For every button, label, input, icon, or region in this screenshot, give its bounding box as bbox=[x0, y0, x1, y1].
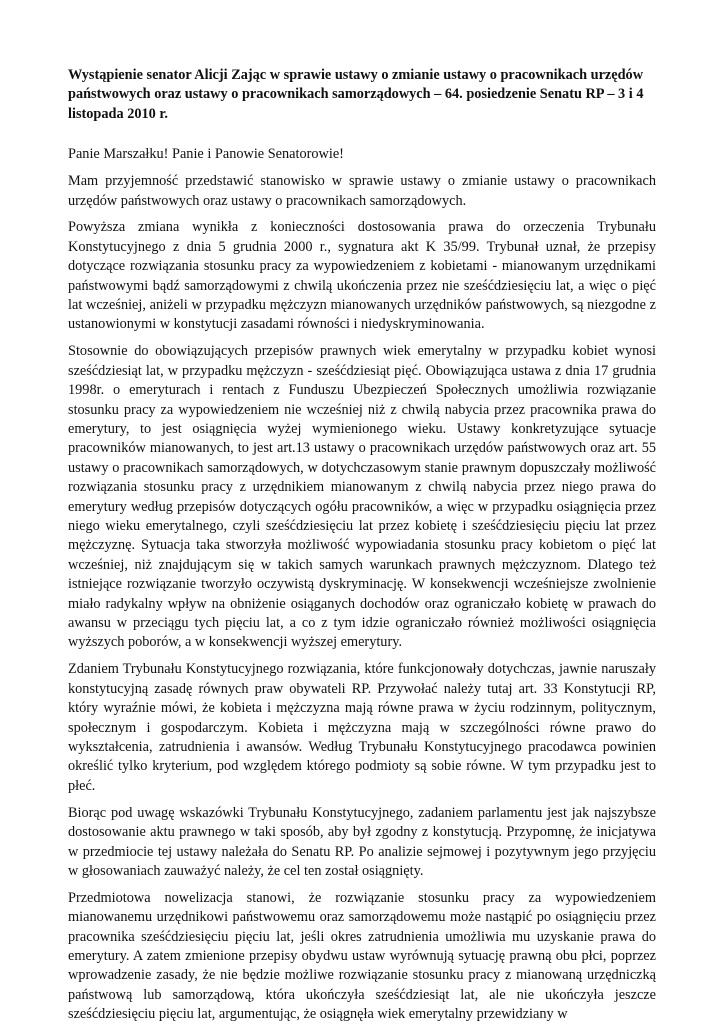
paragraph-tribunal-ruling: Powyższa zmiana wynikła z konieczności dostosowania prawa do orzeczenia Trybunału Konstytucyjnego z dnia 5 grudnia 2000 r., sygnatura akt K 35/99. Trybunał uznał, że przepisy dotyczące rozwiązania stosunku pracy za wypowiedzeniem z kobietami - mianowanym urzędnikami państwowymi bądź samorządowymi z chwilą ukończenia przez nie sześćdziesięciu lat, a więc o pięć lat wcześniej, aniżeli w przypadku mężczyzn mianowanych urzędników państwowych, są niezgodne z ustanowionymi w konstytucji zasadami równości i niedyskryminowania. bbox=[68, 219, 656, 333]
document-page bbox=[68, 66, 656, 1032]
paragraph-constitution: Zdaniem Trybunału Konstytucyjnego rozwiązania, które funkcjonowały dotychczas, jawnie naruszały konstytucyjną zasadę równych praw obywateli RP. Przywołać należy tutaj art. 33 Konstytucji RP, który wyraźnie mówi, że kobieta i mężczyzna mają równe prawa w życiu rodzinnym, politycznym, społecznym i gospodarczym. Kobieta i mężczyzna mają w szczególności równe prawo do wykształcenia, zatrudnienia i awansów. Według Trybunału Konstytucyjnego pracodawca powinien określić tylko kryterium, pod względem którego podmioty są sobie równe. W tym przypadku jest to płeć. bbox=[68, 661, 656, 794]
paragraph-parliament-task: Biorąc pod uwagę wskazówki Trybunału Konstytucyjnego, zadaniem parlamentu jest jak najszybsze dostosowanie aktu prawnego w taki sposób, aby był zgodny z konstytucją. Przypomnę, że inicjatywa w przedmiocie tej ustawy należała do Senatu RP. Po analizie sejmowej i pozytywnym jego przyjęciu w głosowaniach zauważyć należy, że cel ten został osiągnięty. bbox=[68, 804, 656, 879]
greeting: Panie Marszałku! Panie i Panowie Senatorowie! bbox=[68, 146, 344, 163]
paragraph-amendment: Przedmiotowa nowelizacja stanowi, że rozwiązanie stosunku pracy za wypowiedzeniem mianowanemu urzędnikowi państwowemu oraz samorządowemu może nastąpić po osiągnięciu przez pracownika sześćdziesięciu pięciu lat, jeśli okres zatrudnienia umożliwia mu uzyskanie prawa do emerytury. A zatem zmienione przepisy obydwu ustaw wyrównują sytuację prawną obu płci, poprzez wprowadzenie zasady, że nie będzie możliwe rozwiązanie stosunku pracy z mianowaną urzędniczką państwową lub samorządową, która ukończyła sześćdziesiąt lat, ale nie ukończyła jeszcze sześćdziesięciu pięciu lat, argumentując, że osiągnęła wiek emerytalny przewidziany w bbox=[68, 889, 656, 1023]
document-title: Wystąpienie senator Alicji Zając w sprawie ustawy o zmianie ustawy o pracownikach urzędów państwowych oraz ustawy o pracownikach samorządowych – 64. posiedzenie Senatu RP – 3 i 4 listopada 2010 r. bbox=[68, 67, 644, 122]
paragraph-intro: Mam przyjemność przedstawić stanowisko w sprawie ustawy o zmianie ustawy o pracownikach urzędów państwowych oraz ustawy o pracownikach samorządowych. bbox=[68, 173, 656, 209]
paragraph-retirement-age: Stosownie do obowiązujących przepisów prawnych wiek emerytalny w przypadku kobiet wynosi sześćdziesiąt lat, w przypadku mężczyzn - sześćdziesiąt pięć. Obowiązująca ustawa z dnia 17 grudnia 1998r. o emeryturach i rentach z Funduszu Ubezpieczeń Społecznych umożliwia rozwiązanie stosunku pracy za wypowiedzeniem nie wcześniej niż z chwilą nabycia przez pracownika prawa do emerytury, to jest osiągnięcia wyżej wymienionego wieku. Ustawy konkretyzujące sytuacje pracowników mianowanych, to jest art.13 ustawy o pracownikach urzędów państwowych oraz art. 55 ustawy o pracownikach samorządowych, w dotychczasowym stanie prawnym dopuszczały możliwość rozwiązania stosunku pracy z urzędnikiem mianowanym z chwilą nabycia przez niego prawa do emerytury według przepisów dotyczących ogółu pracowników, a więc w przypadku osiągnięcia przez niego wieku emerytalnego, czyli sześćdziesięciu lat przez kobietę i sześćdziesięciu pięciu lat przez mężczyznę. Sytuacja taka stworzyła możliwość wypowiadania stosunku pracy kobietom o pięć lat wcześniej, niż znajdującym się w takich samych warunkach prawnych mężczyznom. Dlatego też istniejące rozwiązanie tworzyło oczywistą dyskryminację. W konsekwencji wcześniejsze zwolnienie miało radykalny wpływ na obniżenie osiąganych dochodów oraz ograniczało kobietę w prawach do awansu w przeciągu tych pięciu lat, a co z tym idzie ograniczało również możliwości osiągnięcia wyższych poborów, a w konsekwencji wyższej emerytury. bbox=[68, 343, 656, 651]
